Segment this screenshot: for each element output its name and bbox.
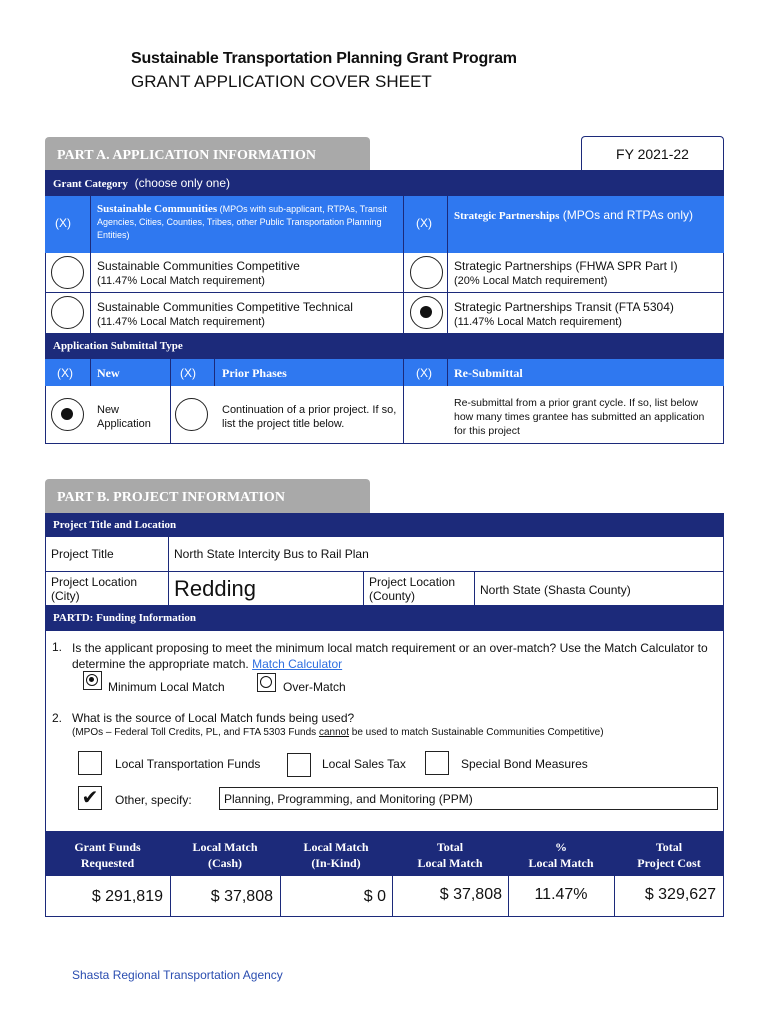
project-title-value[interactable]: North State Intercity Bus to Rail Plan <box>174 547 369 561</box>
new-column-header: New <box>97 366 120 380</box>
sp-heading: Strategic Partnerships <box>454 210 560 222</box>
submittal-type-bar: Application Submittal Type <box>45 333 724 359</box>
project-county-value[interactable]: North State (Shasta County) <box>480 583 631 597</box>
cover-sheet-title: GRANT APPLICATION COVER SHEET <box>131 72 432 91</box>
over-match-label: Over-Match <box>283 680 346 694</box>
new-application-radio-dot <box>61 408 73 420</box>
new-application-radio[interactable] <box>51 398 84 431</box>
grant-category-hint: (choose only one) <box>134 176 230 190</box>
total-local-header: Total Local Match <box>417 840 483 870</box>
sp-fhwa-label: Strategic Partnerships (FHWA SPR Part I) <box>454 259 678 273</box>
sc-x-marker: (X) <box>55 216 71 230</box>
grant-category-label: Grant Category <box>53 178 128 190</box>
ltf-label: Local Transportation Funds <box>115 757 261 771</box>
sp-fhwa-sub: (20% Local Match requirement) <box>454 275 608 287</box>
part-b-tab: PART B. PROJECT INFORMATION <box>45 479 370 513</box>
sp-category-desc <box>454 208 716 224</box>
grant-funds-header: Grant Funds Requested <box>74 840 141 870</box>
title-location-bar: Project Title and Location <box>45 513 724 537</box>
sc-competitive-label: Sustainable Communities Competitive <box>97 259 300 273</box>
resubmittal-label: Re-submittal from a prior grant cycle. If so, list below how many times grantee has submitted an application for this project <box>454 397 705 437</box>
q2-note-emphasis: cannot <box>318 727 349 738</box>
local-cash-value[interactable]: $ 37,808 <box>210 888 273 905</box>
minimum-match-radio[interactable] <box>83 671 102 690</box>
q2-note-post: be used to match Sustainable Communities Competitive) <box>349 727 604 738</box>
q2-number: 2. <box>52 711 63 725</box>
submittal-header-row <box>45 359 724 386</box>
sc-technical-radio[interactable] <box>51 296 84 329</box>
sp-fhwa-radio[interactable] <box>410 256 443 289</box>
q2-note <box>72 727 604 738</box>
sp-transit-radio[interactable] <box>410 296 443 329</box>
total-cost-value[interactable]: $ 329,627 <box>644 886 716 903</box>
local-cash-header: Local Match (Cash) <box>192 840 258 870</box>
grant-funds-value[interactable]: $ 291,819 <box>91 888 163 905</box>
sales-tax-checkbox[interactable] <box>287 753 311 777</box>
project-title-label: Project Title <box>51 547 114 561</box>
sc-category-desc <box>97 203 395 242</box>
prior-phases-label: Continuation of a prior project. If so, list the project title below. <box>222 404 397 430</box>
sc-competitive-radio[interactable] <box>51 256 84 289</box>
ltf-checkbox[interactable] <box>78 751 102 775</box>
percent-local-value[interactable]: 11.47% <box>534 886 588 903</box>
sc-technical-sub: (11.47% Local Match requirement) <box>97 316 265 328</box>
total-cost-header: Total Project Cost <box>637 840 701 870</box>
sc-competitive-sub: (11.47% Local Match requirement) <box>97 275 265 287</box>
total-local-value[interactable]: $ 37,808 <box>439 886 502 903</box>
project-city-value[interactable]: Redding <box>174 576 256 601</box>
q1-number: 1. <box>52 640 63 654</box>
percent-local-header: % Local Match <box>528 840 594 870</box>
new-x-marker: (X) <box>57 366 73 380</box>
local-inkind-value[interactable]: $ 0 <box>363 888 386 905</box>
prior-phases-radio[interactable] <box>175 398 208 431</box>
project-county-label: Project Location (County) <box>369 575 456 603</box>
bond-checkbox[interactable] <box>425 751 449 775</box>
q1-text: Is the applicant proposing to meet the minimum local match requirement or an over-match? Use the Match Calculator to determine the appropriate match. <box>72 641 708 671</box>
q2-text: What is the source of Local Match funds being used? <box>72 711 355 725</box>
fiscal-year-label: FY 2021-22 <box>581 136 724 170</box>
program-title: Sustainable Transportation Planning Grant Program <box>131 50 517 67</box>
part-a-tab: PART A. APPLICATION INFORMATION <box>45 137 370 170</box>
local-inkind-header: Local Match (In-Kind) <box>303 840 369 870</box>
prior-x-marker: (X) <box>180 366 196 380</box>
sp-sub: (MPOs and RTPAs only) <box>562 208 694 222</box>
prior-column-header: Prior Phases <box>222 366 287 380</box>
bond-label: Special Bond Measures <box>461 757 588 771</box>
check-icon: ✔ <box>81 787 99 809</box>
other-label: Other, specify: <box>115 793 192 807</box>
sp-transit-label: Strategic Partnerships Transit (FTA 5304) <box>454 300 674 314</box>
q2-note-pre: (MPOs – Federal Toll Credits, PL, and FTA 5303 Funds <box>72 727 319 738</box>
agency-footer: Shasta Regional Transportation Agency <box>72 968 283 982</box>
sales-tax-label: Local Sales Tax <box>322 757 406 771</box>
match-calculator-link[interactable]: Match Calculator <box>252 657 343 671</box>
funding-info-bar: PARTD: Funding Information <box>45 605 724 631</box>
minimum-match-radio-dot <box>89 677 94 682</box>
other-checkbox[interactable] <box>78 786 102 810</box>
project-city-label: Project Location (City) <box>51 575 138 603</box>
minimum-match-label: Minimum Local Match <box>108 680 225 694</box>
other-specify-input[interactable]: Planning, Programming, and Monitoring (PPM) <box>219 787 718 810</box>
sp-transit-sub: (11.47% Local Match requirement) <box>454 316 622 328</box>
sc-technical-label: Sustainable Communities Competitive Technical <box>97 300 353 314</box>
resub-x-marker: (X) <box>416 366 432 380</box>
grant-category-bar <box>45 170 724 196</box>
q1-question <box>72 640 712 672</box>
sp-transit-radio-dot <box>420 306 432 318</box>
sc-sub: (MPOs with sub-applicant, RTPAs, Transit Agencies, Cities, Counties, Tribes, other Public Transportation Planning Entities) <box>97 204 387 240</box>
over-match-radio[interactable] <box>257 673 276 692</box>
new-application-label: New Application <box>97 404 151 430</box>
sp-x-marker: (X) <box>416 216 432 230</box>
resub-column-header: Re-Submittal <box>454 366 523 380</box>
sc-heading: Sustainable Communities <box>97 203 218 215</box>
